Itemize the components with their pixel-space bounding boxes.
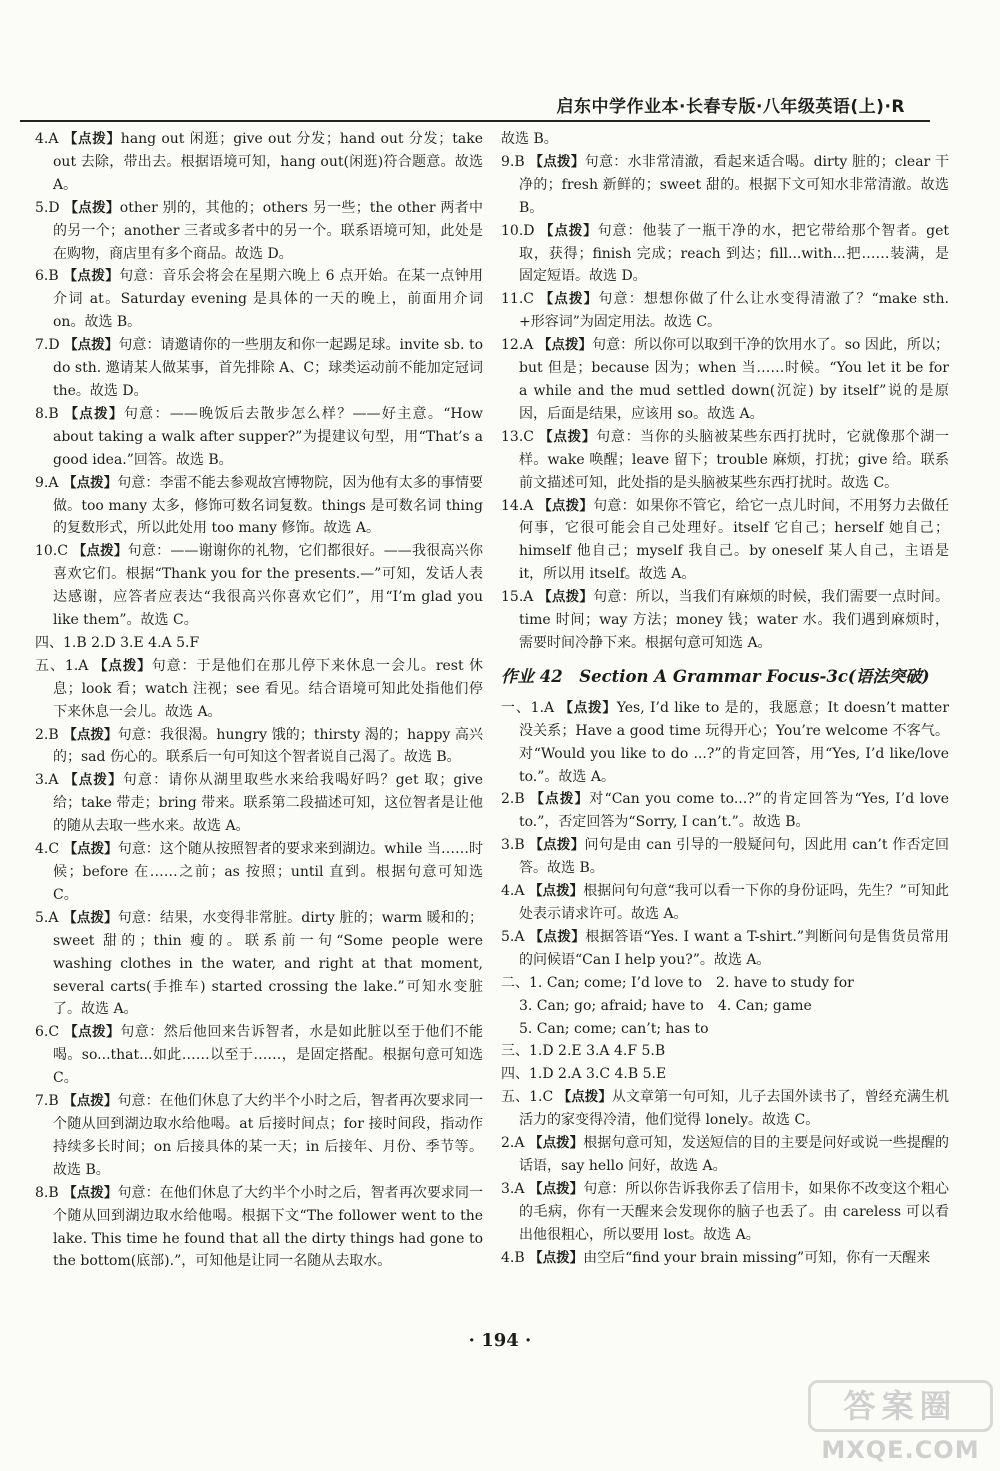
answer-text: 句意：想想你做了什么让水变得清澈了？“make sth. +形容词”为固定用法。故选 C。 [519, 291, 949, 331]
hint-tag: 【点拨】 [537, 337, 593, 354]
answer-item [501, 495, 949, 587]
hint-tag: 【点拨】 [63, 841, 118, 858]
answer-number: 4.A [501, 883, 525, 900]
hint-tag: 【点拨】 [559, 699, 617, 716]
answer-item [35, 724, 483, 770]
hint-tag: 【点拨】 [63, 131, 121, 147]
hint-tag: 【点拨】 [72, 543, 128, 560]
answer-item [501, 334, 949, 426]
answer-text: 句意：——谢谢你的礼物，它们都很好。——我很高兴你喜欢它们。根据“Thank you for the presents.—”可知，发话人表达感谢，应答者应表达“我很高兴你喜欢它们”，用“I’m glad you like them”。故选 C。 [53, 543, 483, 629]
hint-tag: 【点拨】 [64, 337, 119, 354]
answer-item [501, 1018, 949, 1041]
answer-item [501, 426, 949, 495]
answer-text: 2.E 3.A 4.F 5.B [558, 1043, 666, 1060]
watermark-stamp: 答案圈 [808, 1380, 993, 1432]
answer-item [35, 1021, 483, 1090]
answer-text: 句意：李雷不能去参观故宫博物院，因为他有太多的事情要做。too many 太多，修饰可数名词复数。things 是可数名词 thing 的复数形式，所以此处用 too many 修饰。故选 A。 [53, 474, 483, 537]
answer-text: 句意：所以你告诉我你丢了信用卡，如果你不改变这个粗心的毛病，你有一天醒来会发现你的脑子也丢了。由 careless 可以看出他很粗心，所以要用 lost。故选 A。 [519, 1180, 949, 1243]
answer-item [35, 838, 483, 907]
answer-item [501, 972, 949, 995]
answer-text: 句意：我很渴。hungry 饿的；thirsty 渴的；happy 高兴的；sad 伤心的。联系后一句可知这个智者说自己渴了。故选 B。 [53, 726, 483, 766]
answer-number: 14.A [501, 497, 534, 514]
answer-text: 对“Can you come to...?”的肯定回答为“Yes, I’d love to.”，否定回答为“Sorry, I can’t.”。故选 B。 [519, 791, 949, 831]
answer-item [501, 880, 949, 926]
answer-item [501, 128, 949, 151]
answer-text: 句意：所以你可以取到干净的饮用水了。so 因此，所以；but 但是；because 因为；when 当……时候。“You let it be for a while and the mud settled down(沉淀) by itself”说的是原因，后面是结果，应该用 so。故选 A。 [519, 337, 949, 422]
answer-number: 三、1.D [501, 1043, 554, 1060]
answer-item [501, 788, 949, 834]
header-rule [20, 120, 930, 122]
page-header [0, 0, 1000, 125]
answer-text: Can; come; I’d love to 2. have to study for [546, 974, 854, 991]
answer-text: 句意：结果，水变得非常脏。dirty 脏的；warm 暖和的；sweet 甜的；thin 瘦的。联系前一句“Some people were washing clothes in the water, and right at that moment, several carts(手推车) started crossing the lake.”可知水变脏了。故选 A。 [53, 909, 483, 1018]
answer-text: 句意：然后他回来告诉智者，水是如此脏以至于他们不能喝。so...that...如此……以至于……，是固定搭配。根据句意可知选 C。 [53, 1024, 483, 1087]
hint-tag: 【点拨】 [557, 1089, 612, 1106]
answer-text: 2.D 3.E 4.A 5.F [91, 634, 200, 651]
answer-item [35, 655, 483, 724]
answer-item [501, 586, 949, 655]
answer-number: 13.C [501, 428, 534, 445]
answer-number: 2.B [35, 726, 59, 743]
answer-number: 5.D [35, 199, 60, 216]
right-column-answers-2 [501, 697, 949, 1270]
hint-tag: 【点拨】 [63, 1093, 118, 1110]
answer-item [501, 926, 949, 972]
answer-text: 句意：于是他们在那儿停下来休息一会儿。rest 休息；look 看；watch 注视；see 看见。结合语境可知此处指他们停下来休息一会儿。故选 A。 [53, 657, 483, 720]
answer-item [35, 1090, 483, 1182]
answer-text: 句意：他装了一瓶干净的水，把它带给那个智者。get 取，获得；finish 完成；reach 到达；fill...with...把……装满，是固定短语。故选 D。 [519, 222, 949, 285]
hint-tag: 【点拨】 [538, 497, 594, 514]
answer-item [35, 197, 483, 266]
answer-item [35, 769, 483, 838]
answer-text: 句意：如果你不管它，给它一点儿时间，不用努力去做任何事，它很可能会自己处理好。itself 它自己；herself 她自己；himself 他自己；myself 我自己。by oneself 某人自己，主语是 it，所以用 itself。故选 A。 [519, 497, 949, 583]
answer-number: 五、1.C [501, 1089, 554, 1106]
answer-item [501, 151, 949, 220]
answer-number: 4.A [35, 131, 59, 147]
hint-tag: 【点拨】 [538, 589, 594, 606]
answer-number: 11.C [501, 291, 534, 308]
answer-number: 8.B [35, 405, 59, 422]
hint-tag: 【点拨】 [529, 928, 586, 945]
hint-tag: 【点拨】 [529, 153, 585, 170]
answer-item [501, 1178, 949, 1247]
answer-number: 10.C [35, 543, 68, 560]
answer-number: 6.B [35, 268, 59, 285]
hint-tag: 【点拨】 [530, 791, 590, 808]
answer-item [501, 1086, 949, 1132]
answer-text: 从文章第一句可知，儿子去国外读书了，曾经充满生机活力的家变得冷清，他们觉得 lonely。故选 C。 [519, 1089, 949, 1129]
answer-item [35, 265, 483, 334]
section-title: 作业 42 Section A Grammar Focus-3c(语法突破) [501, 666, 930, 686]
hint-tag: 【点拨】 [63, 474, 118, 491]
hint-tag: 【点拨】 [63, 1184, 118, 1201]
answer-number: 3.A [501, 1180, 525, 1197]
answer-number: 7.D [35, 337, 60, 354]
answer-text: hang out 闲逛；give out 分发；hand out 分发；take out 去除，带出去。根据语境可知，hang out(闲逛)符合题意。故选 A。 [53, 131, 483, 193]
answer-item [35, 334, 483, 403]
answer-item [35, 907, 483, 1022]
answer-number: 5.A [35, 909, 59, 926]
answer-number: 3.B [501, 837, 525, 854]
answer-item [501, 1132, 949, 1178]
page-number: · 194 · [468, 1330, 532, 1351]
hint-tag: 【点拨】 [539, 428, 597, 445]
answer-text: 根据问句句意“我可以看一下你的身份证吗，先生？”可知此处表示请求许可。故选 A。 [519, 883, 949, 922]
answer-text: 句意：水非常清澈，看起来适合喝。dirty 脏的；clear 干净的；fresh 新鲜的；sweet 甜的。根据下文可知水非常清澈。故选 B。 [519, 153, 949, 216]
hint-tag: 【点拨】 [64, 199, 120, 216]
answer-text: 故选 B。 [501, 131, 558, 147]
answer-number: 四、1.B [35, 634, 87, 651]
hint-tag: 【点拨】 [63, 268, 120, 285]
answer-number: 一、1.A [501, 699, 555, 716]
answer-text: 句意：——晚饭后去散步怎么样？——好主意。“How about taking a walk after supper?”为提建议句型，用“That’s a good idea.”回答。故选 B。 [53, 405, 483, 468]
answer-item [501, 288, 949, 334]
answer-number: 15.A [501, 589, 534, 606]
answer-text: 句意：在他们休息了大约半个小时之后，智者再次要求同一个随从回到湖边取水给他喝。at 后接时间点；for 接时间段，指动作持续多长时间；on 后接具体的某一天；in 后接年、月份、季节等。故选 B。 [53, 1093, 483, 1178]
answer-number: 9.B [501, 153, 525, 170]
answer-text: 根据答语“Yes. I want a T-shirt.”判断问句是售货员常用的问候语“Can I help you?”。故选 A。 [519, 928, 949, 968]
answer-item [501, 834, 949, 880]
answer-number: 5.A [501, 928, 525, 945]
answer-number: 12.A [501, 337, 534, 354]
answer-text: 句意：音乐会将会在星期六晚上 6 点开始。在某一点钟用介词 at。Saturday evening 是具体的一天的晚上，前面用介词 on。故选 B。 [53, 268, 483, 331]
answer-item [501, 1063, 949, 1086]
hint-tag: 【点拨】 [64, 772, 123, 789]
answer-item [35, 403, 483, 472]
answer-item [35, 632, 483, 655]
watermark-url: MXQE.COM [821, 1436, 980, 1464]
answer-text: 句意：当你的头脑被某些东西打扰时，它就像那个湖一样。wake 唤醒；leave 留下；trouble 麻烦，打扰；give 给。联系前文描述可知，此处指的是头脑被某些东西打扰时。故选 C。 [519, 428, 949, 491]
answer-text: 句意：请邀请你的一些朋友和你一起踢足球。invite sb. to do sth. 邀请某人做某事，首先排除 A、C；球类运动前不能加定冠词 the。故选 D。 [53, 337, 483, 399]
answer-number: 6.C [35, 1024, 60, 1041]
hint-tag: 【点拨】 [64, 405, 124, 422]
answer-text: 3. Can; go; afraid; have to 4. Can; game [519, 997, 812, 1014]
answer-item [501, 1040, 949, 1063]
answer-item [501, 697, 949, 789]
hint-tag: 【点拨】 [539, 291, 599, 308]
answer-number: 3.A [35, 772, 59, 789]
left-column [35, 128, 483, 1318]
right-column [501, 128, 949, 1318]
answer-item [35, 128, 483, 197]
answer-number: 二、1. [501, 974, 543, 991]
answer-item [35, 472, 483, 541]
hint-tag: 【点拨】 [529, 1135, 584, 1152]
answer-number: 2.A [501, 1135, 525, 1152]
hint-tag: 【点拨】 [529, 1249, 584, 1266]
answer-text: 5. Can; come; can’t; has to [519, 1020, 709, 1037]
hint-tag: 【点拨】 [529, 1180, 584, 1197]
answer-number: 9.A [35, 474, 59, 491]
answer-number: 四、1.D [501, 1066, 554, 1083]
hint-tag: 【点拨】 [528, 883, 584, 900]
right-column-answers-1 [501, 128, 949, 655]
answer-text: Yes, I’d like to 是的，我愿意；It doesn’t matter 没关系；Have a good time 玩得开心；You’re welcome 不客气。对“Would you like to do ...?”的肯定回答，用“Yes, I’d like/love to.”。故选 A。 [519, 699, 949, 785]
hint-tag: 【点拨】 [63, 909, 118, 926]
answer-text: 句意：请你从湖里取些水来给我喝好吗？get 取；give 给；take 带走；bring 带来。联系第二段描述可知，这位智者是让他的随从去取一些水来。故选 A。 [53, 772, 483, 835]
answer-number: 10.D [501, 222, 535, 239]
answer-text: 句意：这个随从按照智者的要求来到湖边。while 当……时候；before 在……之前；as 按照；until 直到。根据句意可知选 C。 [53, 841, 483, 903]
answer-item [501, 1247, 949, 1270]
answer-text: 句意：所以，当我们有麻烦的时候，我们需要一点时间。time 时间；way 方法；money 钱；water 水。我们遇到麻烦时，需要时间冷静下来。根据句意可知选 A。 [519, 589, 949, 651]
answer-number: 4.C [35, 841, 60, 858]
answer-item [501, 995, 949, 1018]
answer-number: 五、1.A [35, 657, 89, 674]
answer-item [35, 1182, 483, 1274]
hint-tag: 【点拨】 [529, 837, 585, 854]
hint-tag: 【点拨】 [63, 726, 118, 743]
answer-number: 7.B [35, 1093, 59, 1110]
answer-item [501, 220, 949, 289]
book-title: 启东中学作业本·长春专版·八年级英语(上)·R [556, 97, 905, 117]
answer-text: 问句是由 can 引导的一般疑问句，因此用 can’t 作否定回答。故选 B。 [519, 837, 949, 877]
answer-number: 8.B [35, 1184, 59, 1201]
answer-number: 2.B [501, 791, 525, 808]
answer-item [35, 540, 483, 632]
answer-text: 根据句意可知，发送短信的目的主要是问好或说一些提醒的话语，say hello 问好，故选 A。 [519, 1135, 949, 1174]
answer-text: 2.A 3.C 4.B 5.E [558, 1066, 667, 1083]
hint-tag: 【点拨】 [93, 657, 152, 674]
watermark-logo [808, 1380, 993, 1465]
answer-text: other 别的，其他的；others 另一些；the other 两者中的另一个；another 三者或多者中的另一个。联系语境可知，此处是在购物，商店里有多个商品。故选 D。 [53, 199, 483, 262]
answer-number: 4.B [501, 1249, 525, 1266]
hint-tag: 【点拨】 [64, 1024, 121, 1041]
answer-text: 由空后“find your brain missing”可知，你有一天醒来 [583, 1249, 931, 1266]
answer-text: 句意：在他们休息了大约半个小时之后，智者再次要求同一个随从回到湖边取水给他喝。根据下文“The follower went to the lake. This time he found that all the dirty things had gone to the bottom(底部).”，可知他是让同一名随从去取水。 [53, 1184, 483, 1270]
hint-tag: 【点拨】 [539, 222, 598, 239]
